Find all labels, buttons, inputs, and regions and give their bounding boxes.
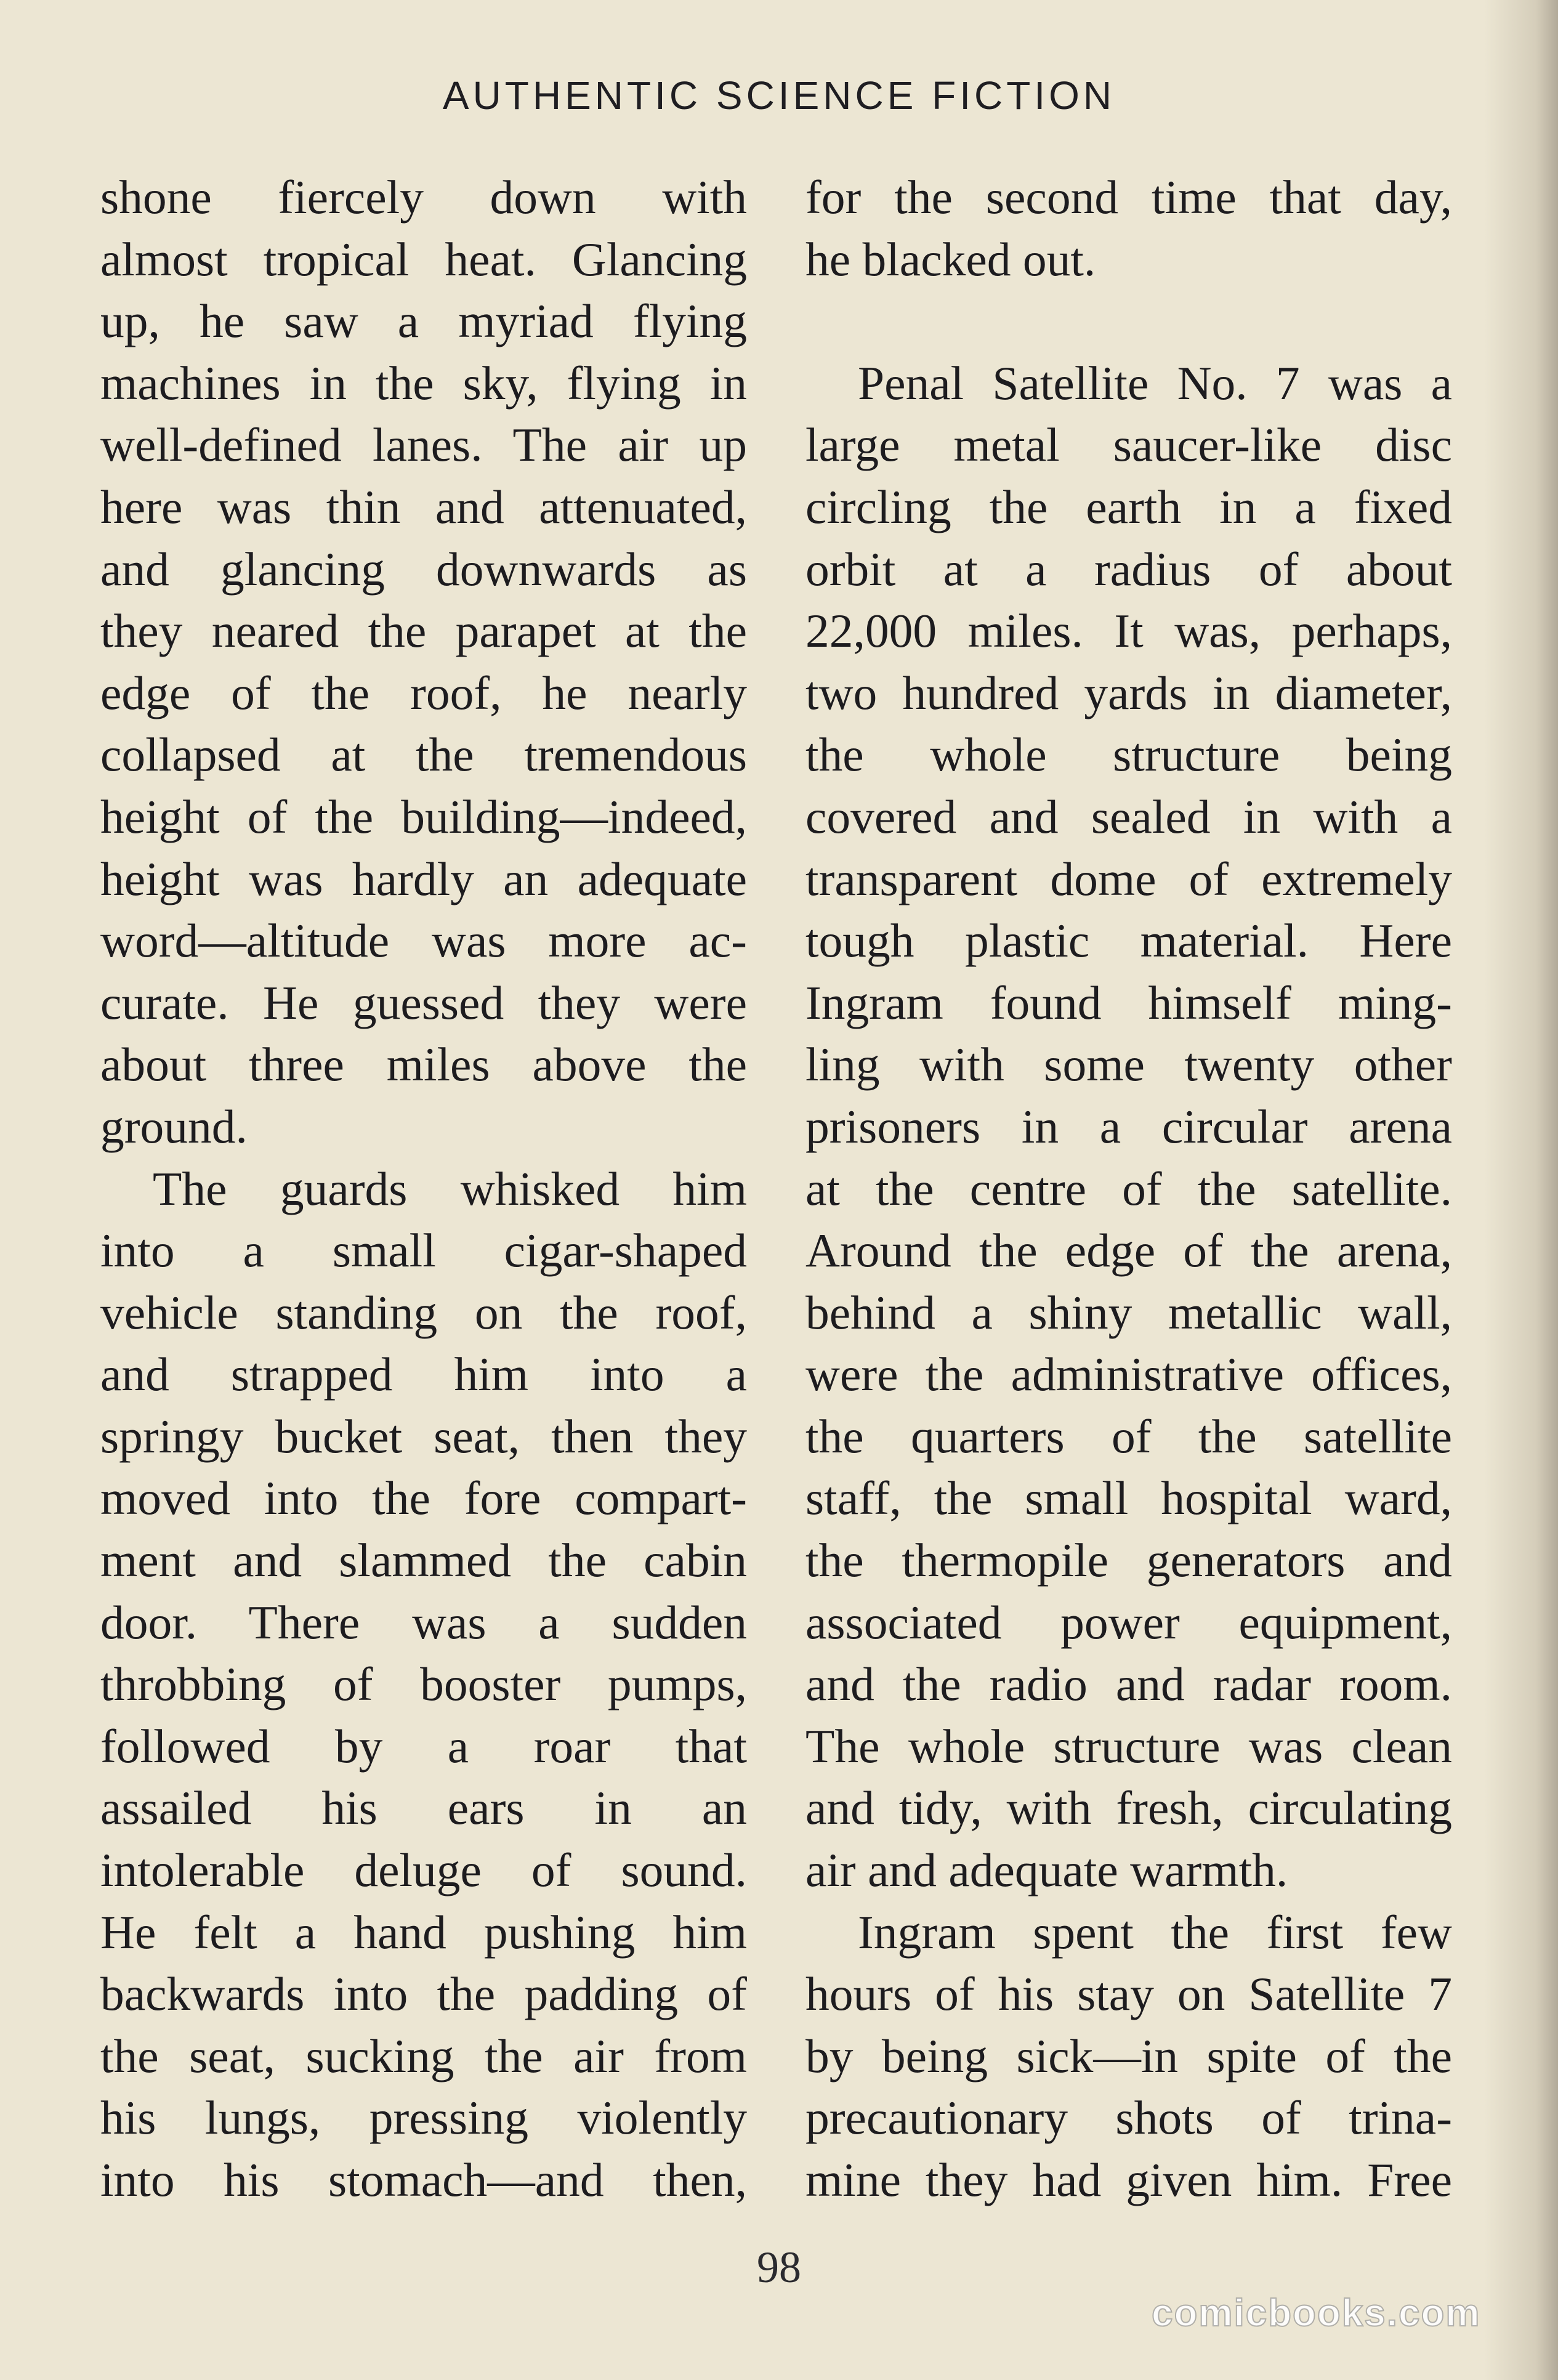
text-line: collapsed at the tremendous [100,728,747,782]
text-line: at the centre of the satellite. [805,1162,1452,1215]
paragraph-end-line: he blacked out. [805,232,1096,286]
text-line: his lungs, pressing violently [100,2091,747,2145]
paragraph-end-line: ground. [100,1099,248,1153]
text-line: Around the edge of the arena, [805,1224,1452,1277]
text-line: well-defined lanes. The air up [100,418,747,472]
paragraph-end-line: air and adequate warmth. [805,1844,1288,1897]
text-line: staff, the small hospital ward, [805,1471,1452,1525]
paragraph-start-line: Penal Satellite No. 7 was a [858,356,1452,410]
right-text-column [805,166,1452,2211]
text-line: up, he saw a myriad flying [100,294,747,348]
text-line: orbit at a radius of about [805,542,1452,596]
text-line: door. There was a sudden [100,1595,747,1649]
text-line: almost tropical heat. Glancing [100,232,747,286]
text-line: moved into the fore compart- [100,1471,747,1525]
text-line: about three miles above the [100,1038,747,1091]
text-line: ling with some twenty other [805,1038,1452,1091]
text-line: vehicle standing on the roof, [100,1285,747,1339]
section-break [805,290,1452,352]
text-line: were the administrative offices, [805,1348,1452,1401]
text-line: transparent dome of extremely [805,852,1452,905]
paragraph-start-line: The guards whisked him [153,1162,747,1215]
text-line: shone fiercely down with [100,171,747,224]
text-line: the thermopile generators and [805,1534,1452,1587]
text-line: curate. He guessed they were [100,976,747,1029]
page-number: 98 [757,2243,801,2292]
text-line: the quarters of the satellite [805,1409,1452,1463]
text-line: mine they had given him. Free [805,2153,1452,2206]
text-line: and glancing downwards as [100,542,747,596]
text-line: the whole structure being [805,728,1452,782]
text-line: behind a shiny metallic wall, [805,1285,1452,1339]
left-text-column [100,166,747,2211]
text-line: circling the earth in a fixed [805,480,1452,533]
text-line: the seat, sucking the air from [100,2029,747,2082]
paragraph-start-line: Ingram spent the first few [858,1905,1452,1959]
text-line: springy bucket seat, then they [100,1409,747,1463]
text-line: throbbing of booster pumps, [100,1658,747,1711]
watermark: comicbooks.com [1152,2292,1481,2334]
text-line: edge of the roof, he nearly [100,666,747,719]
text-line: height was hardly an adequate [100,852,747,905]
text-line: tough plastic material. Here [805,914,1452,968]
text-line: two hundred yards in diameter, [805,666,1452,719]
text-line: word—altitude was more ac- [100,914,747,968]
text-line: assailed his ears in an [100,1781,747,1835]
text-line: machines in the sky, flying in [100,356,747,410]
text-line: Ingram found himself ming- [805,976,1452,1029]
text-line: and the radio and radar room. [805,1658,1452,1711]
text-line: large metal saucer-like disc [805,418,1452,472]
text-line: followed by a roar that [100,1719,747,1773]
text-line: 22,000 miles. It was, perhaps, [805,604,1452,658]
text-line: He felt a hand pushing him [100,1905,747,1959]
text-line: precautionary shots of trina- [805,2091,1452,2145]
text-line: by being sick—in spite of the [805,2029,1452,2082]
text-line: associated power equipment, [805,1595,1452,1649]
text-line: ment and slammed the cabin [100,1534,747,1587]
text-line: into his stomach—and then, [100,2153,747,2206]
text-line: into a small cigar-shaped [100,1224,747,1277]
text-line: intolerable deluge of sound. [100,1844,747,1897]
text-line: they neared the parapet at the [100,604,747,658]
text-line: height of the building—indeed, [100,790,747,843]
page-edge-shadow [1484,0,1558,2380]
text-line: The whole structure was clean [805,1719,1452,1773]
text-line: prisoners in a circular arena [805,1099,1452,1153]
text-line: hours of his stay on Satellite 7 [805,1967,1452,2021]
text-line: covered and sealed in with a [805,790,1452,843]
text-line: here was thin and attenuated, [100,480,747,533]
text-line: and tidy, with fresh, circulating [805,1781,1452,1835]
text-line: backwards into the padding of [100,1967,747,2021]
text-line: for the second time that day, [805,171,1452,224]
text-line: and strapped him into a [100,1348,747,1401]
running-header: AUTHENTIC SCIENCE FICTION [442,73,1116,118]
